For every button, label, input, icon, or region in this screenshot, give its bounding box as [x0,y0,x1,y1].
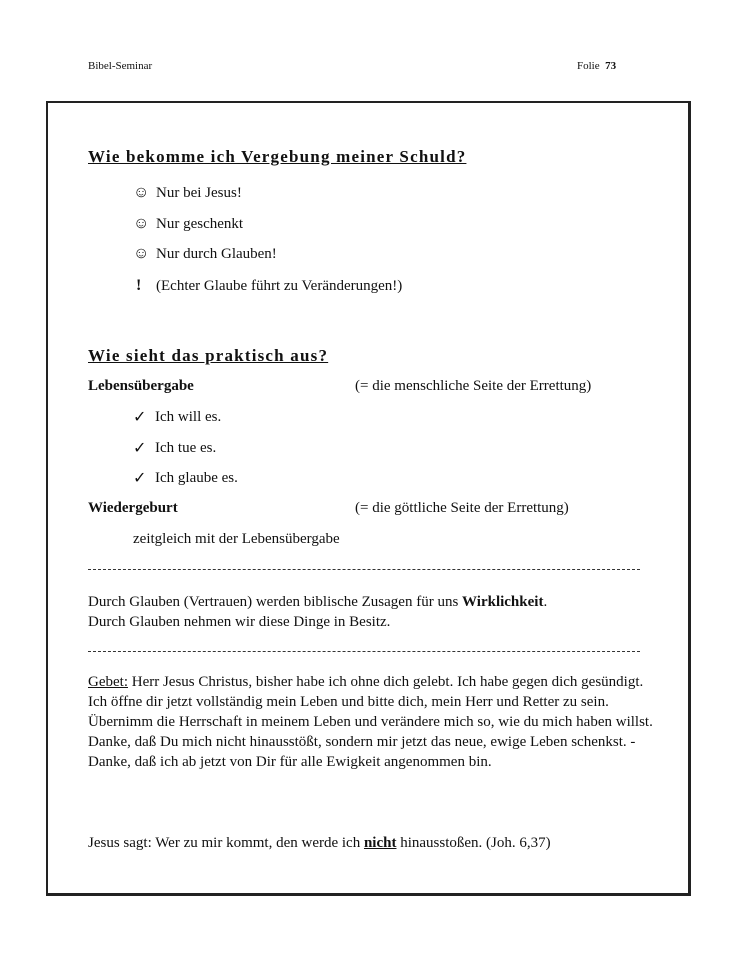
smiley-icon: ☺ [133,245,150,262]
section2-heading: Wie sieht das praktisch aus? [88,346,329,365]
term-note: (= die menschliche Seite der Errettung) [355,378,592,394]
faith-line2: Durch Glauben nehmen wir diese Dinge in Besitz. [88,614,391,630]
header-title: Bibel-Seminar [88,60,153,72]
section1-heading: Wie bekomme ich Vergebung meiner Schuld? [88,147,467,166]
slide-number [577,60,616,72]
checkmark-icon: ✓ [133,440,147,457]
term-note: (= die göttliche Seite der Errettung) [355,500,569,516]
divider [88,569,640,570]
check-item: Ich tue es. [155,440,217,456]
check-item: Ich glaube es. [155,470,238,486]
smiley-icon: ☺ [133,215,150,232]
list-item: Nur bei Jesus! [156,185,242,201]
faith-text-end: . [543,594,548,610]
exclamation-icon: ! [136,277,142,294]
quote-emphasis: nicht [363,835,397,851]
prayer-thanks: Danke, daß Du mich nicht hinausstößt, sondern mir jetzt das neue, ewige Leben schenkst. - Danke, daß ich ab jetzt von Dir für alle Ewigkeit angenommen bin. [88,734,636,770]
checkmark-icon: ✓ [133,409,147,426]
slide-label: Folie [577,60,600,72]
quote-text: Jesus sagt: Wer zu mir kommt, den werde ich [88,835,364,851]
divider [88,651,640,652]
quote-text-end: hinausstoßen. (Joh. 6,37) [396,835,551,851]
prayer-label: Gebet: [88,674,128,690]
list-item: Nur durch Glauben! [156,246,277,262]
check-item: Ich will es. [155,409,222,425]
term-subnote: zeitgleich mit der Lebensübergabe [133,531,340,547]
faith-text: Durch Glauben (Vertrauen) werden biblische Zusagen für uns [88,594,463,610]
faith-paragraph [88,592,653,632]
term-wiedergeburt: Wiedergeburt [88,500,178,516]
list-item: Nur geschenkt [156,216,244,232]
quote-line [88,835,551,852]
slide-number-value: 73 [605,60,617,72]
checkmark-icon: ✓ [133,470,147,487]
term-lebensuebergabe: Lebensübergabe [88,378,194,394]
list-item: (Echter Glaube führt zu Veränderungen!) [156,278,403,294]
faith-emphasis: Wirklichkeit [462,594,544,610]
prayer-text: Herr Jesus Christus, bisher habe ich ohne dich gelebt. Ich habe gegen dich gesündigt. Ich öffne dir jetzt vollständig mein Leben und bitte dich, mein Herr und Retter zu sein. Übernimm die Herrschaft in meinem Leben und verändere mich so, wie du mich haben willst. [88,674,653,730]
prayer-paragraph [88,672,653,772]
smiley-icon: ☺ [133,184,150,201]
